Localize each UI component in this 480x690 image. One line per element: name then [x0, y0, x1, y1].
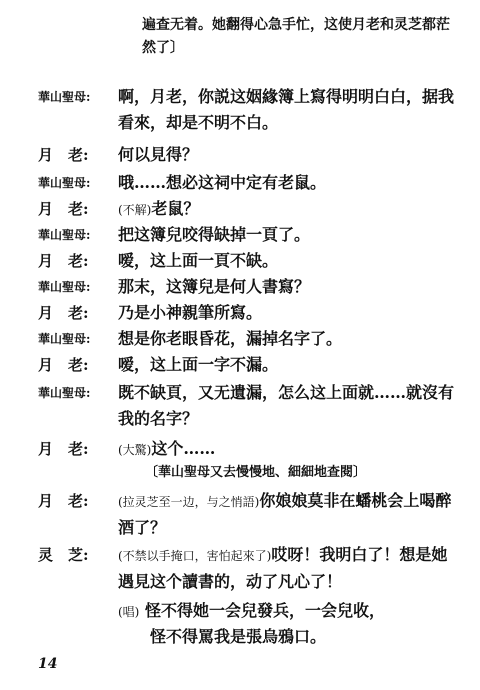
speech-text [118, 436, 458, 463]
speech-content: 你娘娘莫非在蟠桃会上喝醉酒了？ [118, 491, 452, 537]
speaker-name: 月 老: [38, 440, 89, 458]
speaker-name: 華山聖母: [38, 90, 91, 104]
stage-direction-inline: (不解) [118, 203, 152, 217]
speech-text [118, 196, 458, 223]
stage-direction-inline: (大驚) [118, 443, 152, 457]
stage-direction-inline: (不禁以手掩口，害怕起來了) [118, 549, 272, 563]
song-direction: (唱) [118, 605, 140, 619]
speech-text: 乃是小神親筆所寫。 [118, 303, 263, 322]
speaker-name: 月 老: [38, 356, 89, 374]
speaker-name: 月 老: [38, 146, 89, 164]
stage-direction-inline: (拉灵芝至一边，与之悄語) [118, 495, 260, 509]
speech-text [118, 598, 458, 625]
speaker-name: 華山聖母: [38, 332, 91, 346]
speech-text: 嗳，这上面一字不漏。 [118, 355, 279, 374]
page-number: 14 [38, 656, 58, 672]
speech-content: 老鼠？ [151, 199, 200, 218]
speech-text: 既不缺頁，又无遺漏，怎么这上面就……就沒有我的名字？ [118, 383, 455, 428]
speaker-name: 華山聖母: [38, 228, 91, 242]
speaker-name: 華山聖母: [38, 280, 91, 294]
speaker-name: 灵 芝: [38, 546, 89, 564]
song-line-2: 怪不得罵我是張烏鴉口。 [150, 627, 327, 646]
speech-text [118, 542, 458, 595]
speech-text: 把这簿兒咬得缺掉一頁了。 [118, 225, 311, 244]
speaker-name: 月 老: [38, 304, 89, 322]
speaker-name: 華山聖母: [38, 176, 91, 190]
speech-content: 这个…… [151, 439, 216, 458]
speech-text: 何以見得？ [118, 145, 199, 164]
speaker-name: 華山聖母: [38, 386, 91, 400]
speaker-name: 月 老: [38, 492, 89, 510]
speech-text: 那末，这簿兒是何人書寫？ [118, 277, 311, 296]
speech-text [118, 488, 458, 541]
speech-content: 哎呀！我明白了！想是她遇見这个讀書的，动了凡心了！ [118, 545, 448, 591]
speech-text: 嗳，这上面一頁不缺。 [118, 251, 279, 270]
speaker-name: 月 老: [38, 200, 89, 218]
stage-direction-top: 遍查无着。她翻得心急手忙，这使月老和灵芝都茫然了〕 [142, 17, 450, 56]
speaker-name: 月 老: [38, 252, 89, 270]
song-line-1: 怪不得她一会兒發兵，一会兒收， [144, 601, 385, 620]
speech-text: 想是你老眼昏花，漏掉名字了。 [118, 329, 343, 348]
stage-direction-center: 〔華山聖母又去慢慢地、細細地查閱〕 [145, 465, 367, 480]
speech-text: 哦……想必这祠中定有老鼠。 [118, 173, 327, 192]
speech-text: 啊，月老，你説这姻緣簿上寫得明明白白，据我看來，却是不明不白。 [118, 87, 455, 132]
